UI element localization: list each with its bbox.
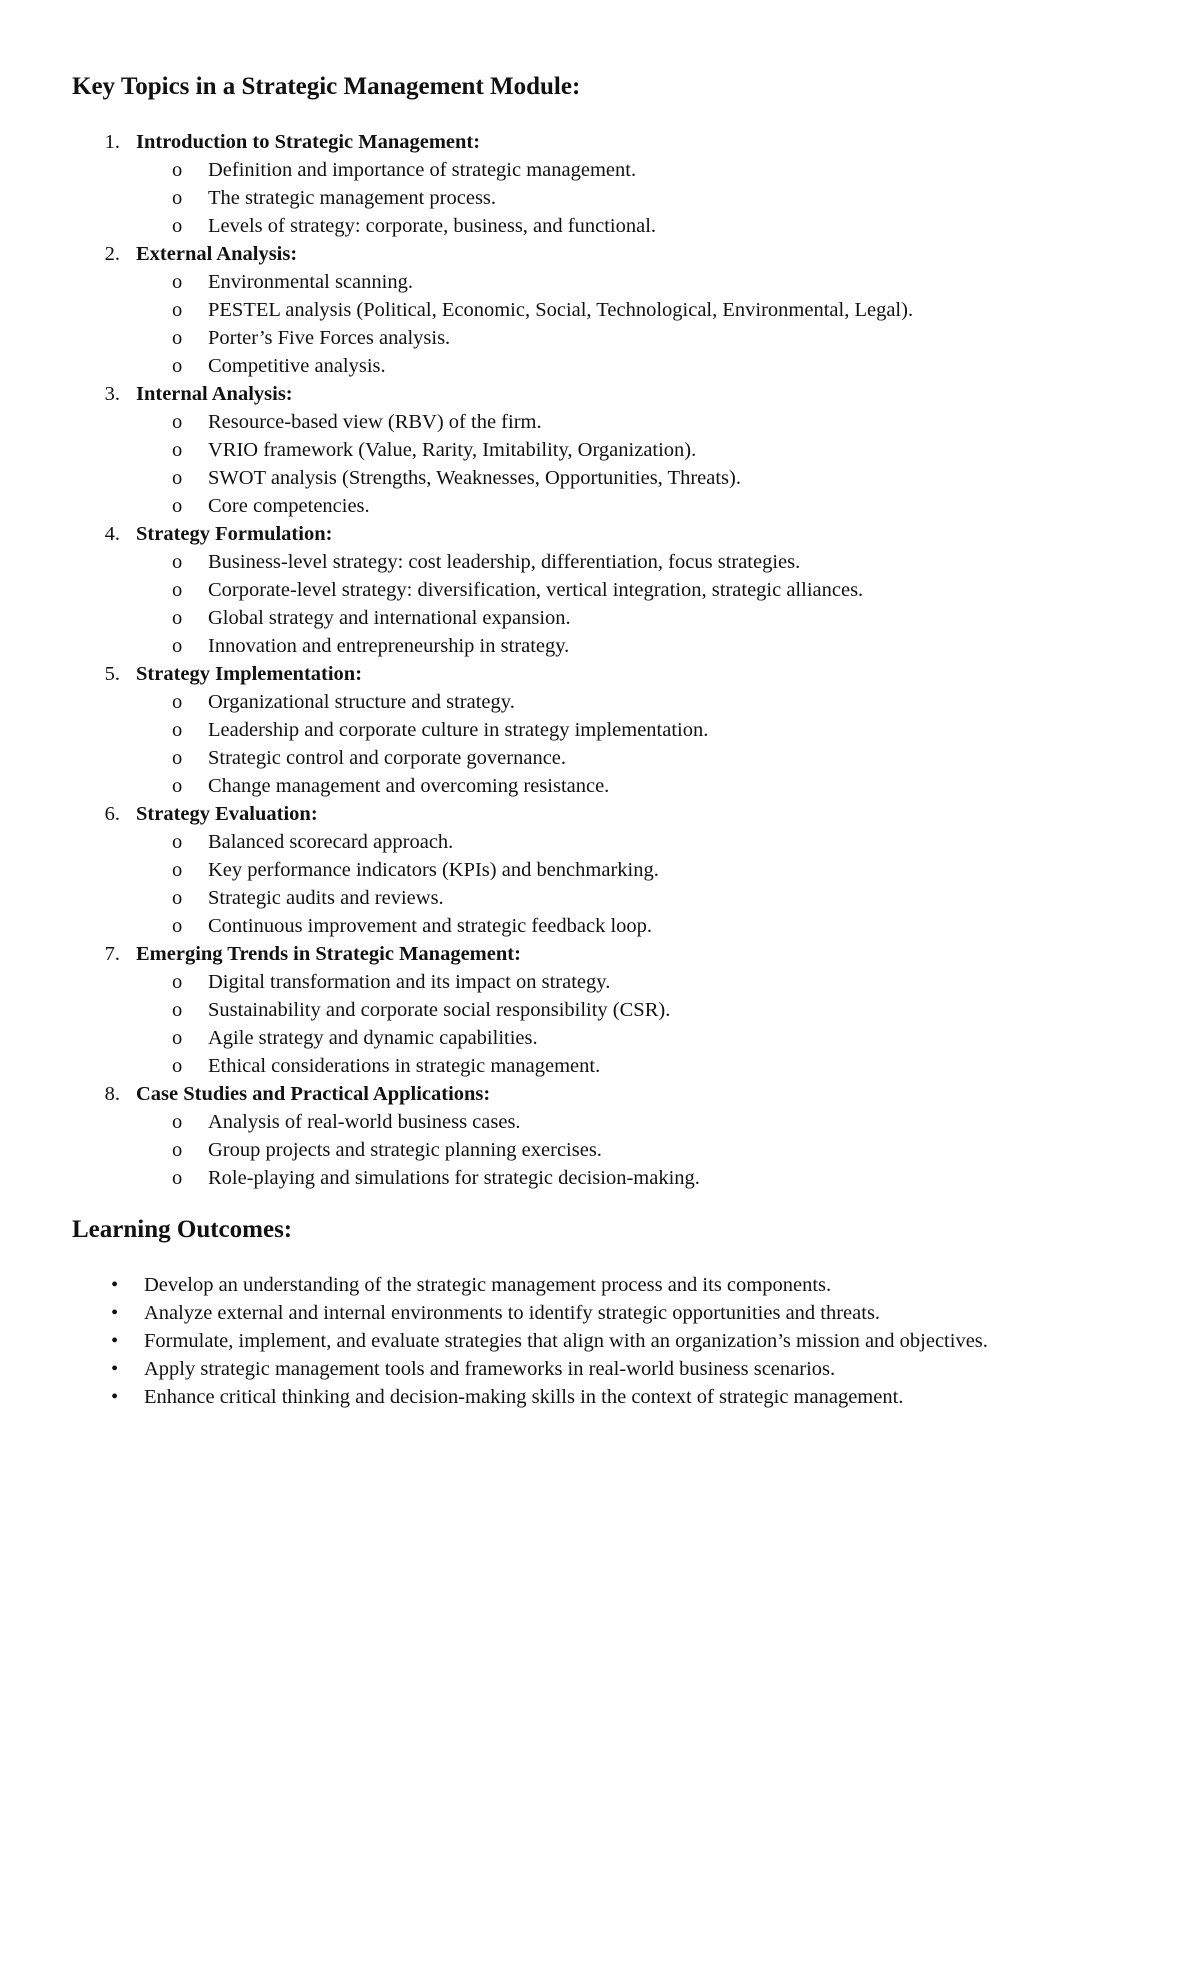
topic-subitem xyxy=(0,968,1200,996)
circle-bullet-icon: o xyxy=(172,775,183,797)
circle-bullet-icon: o xyxy=(172,915,183,937)
circle-bullet-icon: o xyxy=(172,1111,183,1133)
topic-number: 1. xyxy=(104,131,120,153)
topic-subitem xyxy=(0,296,1200,324)
topic-item xyxy=(0,520,1200,660)
circle-bullet-icon: o xyxy=(172,691,183,713)
topic-subitem-text: Levels of strategy: corporate, business, and functional. xyxy=(208,215,657,237)
topic-header xyxy=(0,128,1200,156)
topic-number: 5. xyxy=(104,663,120,685)
topic-number: 2. xyxy=(104,243,120,265)
circle-bullet-icon: o xyxy=(172,859,183,881)
topic-subitems xyxy=(0,688,1200,800)
topic-subitem xyxy=(0,1136,1200,1164)
circle-bullet-icon: o xyxy=(172,327,183,349)
topic-subitems xyxy=(0,968,1200,1080)
topic-subitem xyxy=(0,576,1200,604)
topic-subitem xyxy=(0,156,1200,184)
topic-subitems xyxy=(0,268,1200,380)
circle-bullet-icon: o xyxy=(172,1139,183,1161)
learning-outcome-text: Enhance critical thinking and decision-making skills in the context of strategic management. xyxy=(144,1386,904,1408)
topic-subitem-text: Agile strategy and dynamic capabilities. xyxy=(208,1027,538,1049)
topic-header xyxy=(0,940,1200,968)
topic-item xyxy=(0,660,1200,800)
topic-subitems xyxy=(0,828,1200,940)
topic-subitem xyxy=(0,1024,1200,1052)
topic-header xyxy=(0,1080,1200,1108)
circle-bullet-icon: o xyxy=(172,551,183,573)
topic-subitem xyxy=(0,884,1200,912)
topic-subitems xyxy=(0,408,1200,520)
topic-header xyxy=(0,380,1200,408)
topic-subitem xyxy=(0,688,1200,716)
topic-item xyxy=(0,940,1200,1080)
learning-outcome-text: Apply strategic management tools and frameworks in real-world business scenarios. xyxy=(144,1358,836,1380)
topic-item xyxy=(0,1080,1200,1192)
circle-bullet-icon: o xyxy=(172,299,183,321)
topic-subitem xyxy=(0,912,1200,940)
topic-subitem-text: Analysis of real-world business cases. xyxy=(208,1111,521,1133)
topic-header xyxy=(0,520,1200,548)
topics-list xyxy=(0,128,1200,1192)
topic-subitem xyxy=(0,492,1200,520)
page-title: Key Topics in a Strategic Management Module: xyxy=(72,73,581,100)
topic-subitem-text: Competitive analysis. xyxy=(208,355,386,377)
topic-subitem-text: Environmental scanning. xyxy=(208,271,413,293)
learning-outcome-item xyxy=(0,1383,1200,1411)
topic-subitem xyxy=(0,268,1200,296)
topic-item xyxy=(0,380,1200,520)
bullet-icon: • xyxy=(111,1274,119,1296)
bullet-icon: • xyxy=(111,1358,119,1380)
circle-bullet-icon: o xyxy=(172,215,183,237)
topic-subitem-text: Core competencies. xyxy=(208,495,370,517)
topic-header xyxy=(0,240,1200,268)
circle-bullet-icon: o xyxy=(172,439,183,461)
topic-subitem xyxy=(0,604,1200,632)
bullet-icon: • xyxy=(111,1330,119,1352)
circle-bullet-icon: o xyxy=(172,187,183,209)
topic-subitem-text: Resource-based view (RBV) of the firm. xyxy=(208,411,542,433)
learning-outcome-item xyxy=(0,1327,1200,1355)
topic-subitem-text: PESTEL analysis (Political, Economic, Social, Technological, Environmental, Legal). xyxy=(208,299,914,321)
topic-title: Strategy Implementation: xyxy=(136,663,363,685)
topic-subitem xyxy=(0,772,1200,800)
circle-bullet-icon: o xyxy=(172,999,183,1021)
topic-item xyxy=(0,800,1200,940)
topic-subitem-text: Definition and importance of strategic management. xyxy=(208,159,637,181)
topic-subitem-text: Ethical considerations in strategic management. xyxy=(208,1055,601,1077)
bullet-icon: • xyxy=(111,1386,119,1408)
circle-bullet-icon: o xyxy=(172,887,183,909)
topic-subitem xyxy=(0,996,1200,1024)
topic-subitem-text: Innovation and entrepreneurship in strategy. xyxy=(208,635,570,657)
topic-subitem-text: Business-level strategy: cost leadership, differentiation, focus strategies. xyxy=(208,551,801,573)
topic-subitems xyxy=(0,156,1200,240)
topic-subitems xyxy=(0,1108,1200,1192)
circle-bullet-icon: o xyxy=(172,635,183,657)
topic-subitem-text: SWOT analysis (Strengths, Weaknesses, Opportunities, Threats). xyxy=(208,467,741,489)
topic-subitem xyxy=(0,408,1200,436)
topic-subitem xyxy=(0,1108,1200,1136)
topic-subitem-text: Strategic control and corporate governance. xyxy=(208,747,567,769)
topic-subitem-text: Sustainability and corporate social responsibility (CSR). xyxy=(208,999,671,1021)
circle-bullet-icon: o xyxy=(172,1167,183,1189)
topic-subitem-text: Global strategy and international expansion. xyxy=(208,607,571,629)
topic-subitem xyxy=(0,464,1200,492)
topic-subitem xyxy=(0,352,1200,380)
topic-subitem-text: Role-playing and simulations for strategic decision-making. xyxy=(208,1167,700,1189)
topic-subitem-text: Change management and overcoming resistance. xyxy=(208,775,610,797)
topic-subitem xyxy=(0,828,1200,856)
topic-subitem xyxy=(0,632,1200,660)
topic-title: Introduction to Strategic Management: xyxy=(136,131,481,153)
topic-subitem-text: VRIO framework (Value, Rarity, Imitability, Organization). xyxy=(208,439,697,461)
learning-outcome-text: Analyze external and internal environments to identify strategic opportunities and threats. xyxy=(144,1302,881,1324)
circle-bullet-icon: o xyxy=(172,579,183,601)
learning-outcomes-heading: Learning Outcomes: xyxy=(72,1216,293,1243)
topic-subitem-text: Group projects and strategic planning exercises. xyxy=(208,1139,602,1161)
topic-number: 3. xyxy=(104,383,120,405)
topic-subitem-text: Organizational structure and strategy. xyxy=(208,691,515,713)
circle-bullet-icon: o xyxy=(172,495,183,517)
topic-subitem xyxy=(0,1164,1200,1192)
topic-title: Strategy Evaluation: xyxy=(136,803,318,825)
circle-bullet-icon: o xyxy=(172,1027,183,1049)
topic-subitem-text: Continuous improvement and strategic feedback loop. xyxy=(208,915,653,937)
topic-number: 4. xyxy=(104,523,120,545)
topic-subitem-text: Leadership and corporate culture in strategy implementation. xyxy=(208,719,709,741)
topic-number: 8. xyxy=(104,1083,120,1105)
topic-title: Internal Analysis: xyxy=(136,383,293,405)
circle-bullet-icon: o xyxy=(172,467,183,489)
topic-subitem xyxy=(0,436,1200,464)
circle-bullet-icon: o xyxy=(172,411,183,433)
topic-title: Emerging Trends in Strategic Management: xyxy=(136,943,521,965)
topic-number: 6. xyxy=(104,803,120,825)
topic-subitem xyxy=(0,1052,1200,1080)
topic-subitem-text: Key performance indicators (KPIs) and benchmarking. xyxy=(208,859,659,881)
topic-item xyxy=(0,240,1200,380)
topic-subitem-text: Balanced scorecard approach. xyxy=(208,831,454,853)
topic-subitem-text: Porter’s Five Forces analysis. xyxy=(208,327,451,349)
topic-subitem xyxy=(0,212,1200,240)
topic-subitem xyxy=(0,744,1200,772)
topic-title: Strategy Formulation: xyxy=(136,523,333,545)
topic-subitem xyxy=(0,324,1200,352)
learning-outcome-item xyxy=(0,1271,1200,1299)
bullet-icon: • xyxy=(111,1302,119,1324)
topic-subitem-text: Digital transformation and its impact on strategy. xyxy=(208,971,611,993)
learning-outcome-text: Develop an understanding of the strategic management process and its components. xyxy=(144,1274,832,1296)
topic-subitem-text: Corporate-level strategy: diversification, vertical integration, strategic alliances. xyxy=(208,579,864,601)
topic-subitem-text: Strategic audits and reviews. xyxy=(208,887,444,909)
topic-title: Case Studies and Practical Applications: xyxy=(136,1083,491,1105)
learning-outcome-text: Formulate, implement, and evaluate strategies that align with an organization’s mission and objectives. xyxy=(144,1330,988,1352)
topic-number: 7. xyxy=(104,943,120,965)
circle-bullet-icon: o xyxy=(172,159,183,181)
circle-bullet-icon: o xyxy=(172,831,183,853)
circle-bullet-icon: o xyxy=(172,1055,183,1077)
topic-subitem-text: The strategic management process. xyxy=(208,187,497,209)
circle-bullet-icon: o xyxy=(172,271,183,293)
circle-bullet-icon: o xyxy=(172,971,183,993)
topic-header xyxy=(0,800,1200,828)
circle-bullet-icon: o xyxy=(172,607,183,629)
topic-item xyxy=(0,128,1200,240)
learning-outcomes-list xyxy=(0,1271,1200,1411)
circle-bullet-icon: o xyxy=(172,355,183,377)
learning-outcome-item xyxy=(0,1299,1200,1327)
topic-subitem xyxy=(0,856,1200,884)
topic-subitem xyxy=(0,184,1200,212)
topic-subitem xyxy=(0,548,1200,576)
circle-bullet-icon: o xyxy=(172,747,183,769)
topic-subitems xyxy=(0,548,1200,660)
topic-subitem xyxy=(0,716,1200,744)
topic-header xyxy=(0,660,1200,688)
topic-title: External Analysis: xyxy=(136,243,298,265)
circle-bullet-icon: o xyxy=(172,719,183,741)
learning-outcome-item xyxy=(0,1355,1200,1383)
